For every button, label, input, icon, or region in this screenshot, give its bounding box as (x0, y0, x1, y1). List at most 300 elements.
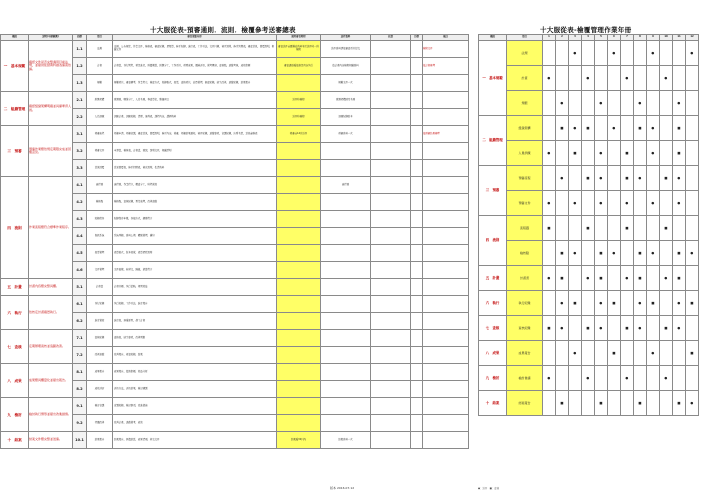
month-mark-cell (647, 66, 660, 91)
month-mark-cell (647, 166, 660, 191)
column-header: 7 (621, 35, 634, 41)
documents-cell (321, 347, 371, 364)
content-cell: 紀錄保存年限，存檔方式，調閱程序 (113, 211, 277, 228)
month-mark-cell (686, 216, 699, 241)
documents-cell (321, 194, 371, 211)
month-mark-cell: ● (673, 291, 686, 316)
indicator-code-cell: 4.6 (73, 262, 87, 279)
month-mark-cell (582, 291, 595, 316)
month-mark-cell: ● (543, 66, 556, 91)
dimension-cell: 三 預審 (1, 126, 29, 177)
month-mark-cell (621, 91, 634, 116)
month-mark-cell (582, 191, 595, 216)
month-mark-cell: ● (686, 41, 699, 66)
target-cell (411, 41, 423, 58)
month-mark-cell (543, 291, 556, 316)
month-mark-cell (582, 341, 595, 366)
month-mark-cell: ■ (556, 391, 569, 416)
note-cell (423, 160, 469, 177)
month-mark-cell: ● (673, 91, 686, 116)
month-mark-cell: ■ (608, 341, 621, 366)
item-cell: 規範 (87, 75, 113, 92)
schedule-row (479, 141, 699, 166)
table-row (1, 432, 469, 449)
indicator-code-cell: 1.1 (73, 41, 87, 58)
annual-schedule-table (478, 34, 699, 416)
target-cell (411, 58, 423, 75)
dimension-cell: 一 基本規範 (1, 41, 29, 92)
proof-cell (371, 398, 411, 415)
documents-cell (321, 313, 371, 330)
month-mark-cell: ● (595, 316, 608, 341)
table-row (1, 364, 469, 381)
month-mark-cell (608, 141, 621, 166)
month-mark-cell (686, 91, 699, 116)
month-mark-cell (608, 316, 621, 341)
content-cell: 改善計畫，追蹤管考，成效 (113, 415, 277, 432)
proof-cell (371, 75, 411, 92)
target-cell (411, 194, 423, 211)
target-cell (411, 228, 423, 245)
content-cell: 進度表，落後原因，趕工計畫 (113, 313, 277, 330)
month-mark-cell (647, 316, 660, 341)
indicator-code-cell: 8.1 (73, 364, 87, 381)
month-mark-cell (621, 116, 634, 141)
column-header: 5 (595, 35, 608, 41)
month-mark-cell: ● (647, 141, 660, 166)
column-header: 6 (608, 35, 621, 41)
content-cell: 意見回覆表，修正對照表，補充說明，佐證資料 (113, 160, 277, 177)
month-mark-cell (543, 116, 556, 141)
documents-cell (321, 330, 371, 347)
dimension-cell: 一 基本規範 (479, 41, 507, 116)
indicator-code-cell: 4.1 (73, 177, 87, 194)
target-cell (411, 364, 423, 381)
proof-cell (371, 109, 411, 126)
note-cell (423, 194, 469, 211)
target-cell (411, 177, 423, 194)
note-cell (423, 75, 469, 92)
item-cell: 計畫書 (87, 279, 113, 296)
note-cell (423, 296, 469, 313)
dimension-cell: 六 執行 (1, 296, 29, 330)
month-mark-cell (634, 141, 647, 166)
schedule-cell (277, 211, 321, 228)
documents-cell: 組織架構圖及名冊 (321, 92, 371, 109)
month-mark-cell: ● (569, 241, 582, 266)
month-mark-cell (621, 41, 634, 66)
schedule-cell (277, 296, 321, 313)
month-mark-cell (556, 141, 569, 166)
proof-cell (371, 92, 411, 109)
item-cell: 計畫 (507, 66, 543, 91)
item-cell: 人員訓練 (87, 109, 113, 126)
schedule-row (479, 166, 699, 191)
schedule-row (479, 341, 699, 366)
item-cell: 結案報告 (87, 432, 113, 449)
month-mark-cell: ● (543, 266, 556, 291)
schedule-cell (277, 143, 321, 160)
item-cell: 法規 (87, 41, 113, 58)
month-mark-cell: ■ (686, 341, 699, 366)
month-mark-cell: ● (595, 141, 608, 166)
indicator-code-cell: 9.1 (73, 398, 87, 415)
description-cell: 依核定計畫確實執行。 (29, 296, 73, 330)
month-mark-cell: ● (543, 141, 556, 166)
documents-cell (321, 364, 371, 381)
month-mark-cell (634, 216, 647, 241)
indicator-code-cell: 10.1 (73, 432, 87, 449)
column-header: 項目 (507, 35, 543, 41)
content-cell: 流程圖，作業程序，權責分工，時程管控 (113, 177, 277, 194)
month-mark-cell: ■ (673, 391, 686, 416)
column-header: 8 (634, 35, 647, 41)
column-header: 送件資料 (321, 35, 371, 41)
content-cell: 評估方法，評估結果，檢討建議 (113, 381, 277, 398)
month-mark-cell: ● (647, 41, 660, 66)
indicator-code-cell: 1.3 (73, 75, 87, 92)
schedule-cell (277, 177, 321, 194)
month-mark-cell (582, 91, 595, 116)
column-header: 10 (660, 35, 673, 41)
schedule-cell: 預審前14日送件 (277, 126, 321, 143)
month-mark-cell: ■ (621, 166, 634, 191)
item-cell: 查核紀錄 (87, 330, 113, 347)
indicator-code-cell: 3.1 (73, 126, 87, 143)
item-cell: 查核紀錄 (507, 316, 543, 341)
target-cell (411, 347, 423, 364)
month-mark-cell (673, 366, 686, 391)
dimension-cell: 九 檢討 (479, 366, 507, 391)
target-cell (411, 126, 423, 143)
month-mark-cell: ● (556, 166, 569, 191)
note-cell (423, 330, 469, 347)
month-mark-cell: ■ (634, 266, 647, 291)
schedule-row (479, 391, 699, 416)
month-mark-cell: ■ (582, 216, 595, 241)
month-mark-cell (582, 391, 595, 416)
target-cell (411, 330, 423, 347)
column-header: 1 (543, 35, 556, 41)
month-mark-cell (686, 366, 699, 391)
dimension-cell: 三 預審 (479, 166, 507, 216)
column-header: 構面 (1, 35, 29, 41)
item-cell: 成效評估 (87, 381, 113, 398)
proof-cell (371, 211, 411, 228)
column-header: 4 (582, 35, 595, 41)
month-mark-cell (686, 141, 699, 166)
note-cell (423, 109, 469, 126)
documents-cell: 送件資料請依審查項目提交 (321, 41, 371, 58)
indicator-code-cell: 1.2 (73, 58, 87, 75)
note-cell (423, 313, 469, 330)
description-cell: 作業流程應符合標準作業程序。 (29, 177, 73, 279)
month-mark-cell: ■ (634, 241, 647, 266)
month-mark-cell: ■ (660, 166, 673, 191)
month-mark-cell: ● (621, 366, 634, 391)
column-header: 11 (673, 35, 686, 41)
month-mark-cell (647, 266, 660, 291)
target-cell (411, 211, 423, 228)
schedule-cell (277, 279, 321, 296)
documents-cell (321, 279, 371, 296)
month-mark-cell (673, 66, 686, 91)
column-header: 備註 (423, 35, 469, 41)
column-header: 適用審查時程 (277, 35, 321, 41)
month-mark-cell (634, 191, 647, 216)
month-mark-cell: ● (621, 191, 634, 216)
item-cell: 預審文件 (87, 143, 113, 160)
proof-cell (371, 347, 411, 364)
description-cell: 確認組織架構明確並具備專責人員。 (29, 92, 73, 126)
schedule-row (479, 316, 699, 341)
month-mark-cell: ■ (608, 291, 621, 316)
target-cell (411, 279, 423, 296)
month-mark-cell (595, 66, 608, 91)
month-mark-cell: ● (634, 316, 647, 341)
month-mark-cell (673, 341, 686, 366)
item-cell: 流程圖 (507, 216, 543, 241)
target-cell (411, 313, 423, 330)
month-mark-cell: ● (556, 291, 569, 316)
indicator-code-cell: 9.2 (73, 415, 87, 432)
item-cell: 計畫 (87, 58, 113, 75)
schedule-row (479, 91, 699, 116)
table-body (1, 41, 469, 449)
month-mark-cell (595, 41, 608, 66)
month-mark-cell (595, 366, 608, 391)
month-mark-cell (569, 391, 582, 416)
item-cell: 計畫書 (507, 266, 543, 291)
month-mark-cell: ● (595, 291, 608, 316)
month-mark-cell (686, 66, 699, 91)
item-cell: 檢核點 (87, 194, 113, 211)
proof-cell (371, 296, 411, 313)
month-mark-cell (569, 266, 582, 291)
schedule-cell (277, 347, 321, 364)
month-mark-cell (686, 166, 699, 191)
dimension-cell: 四 流則 (479, 216, 507, 266)
month-mark-cell (647, 391, 660, 416)
month-mark-cell: ■ (569, 141, 582, 166)
item-cell: 預審流程 (507, 166, 543, 191)
schedule-row (479, 216, 699, 241)
description-cell: 定期辦理查核並追蹤改善。 (29, 330, 73, 364)
proof-cell (371, 415, 411, 432)
indicator-code-cell: 4.5 (73, 245, 87, 262)
month-mark-cell (660, 91, 673, 116)
month-mark-cell: ■ (686, 291, 699, 316)
month-mark-cell: ● (686, 391, 699, 416)
month-mark-cell (543, 341, 556, 366)
note-cell (423, 228, 469, 245)
item-cell: 持續改善 (87, 415, 113, 432)
dimension-cell: 九 檢討 (1, 398, 29, 432)
month-mark-cell (647, 216, 660, 241)
content-cell: 計畫目標，執行策略，預期效益 (113, 279, 277, 296)
dimension-cell: 八 成果 (1, 364, 29, 398)
note-cell: 檢附文件 (423, 41, 469, 58)
month-mark-cell: ● (647, 116, 660, 141)
target-cell (411, 92, 423, 109)
month-mark-cell (660, 391, 673, 416)
dimension-cell: 二 組織管理 (1, 92, 29, 126)
target-cell (411, 432, 423, 449)
table-row (1, 398, 469, 415)
note-cell: 依計畫辦理 (423, 58, 469, 75)
month-mark-cell (621, 391, 634, 416)
description-cell: 結案文件應完整並送審。 (29, 432, 73, 449)
note-cell (423, 364, 469, 381)
month-mark-cell (621, 241, 634, 266)
proof-cell (371, 279, 411, 296)
content-cell: 文件編號，收發文，歸檔，銷毀程序 (113, 262, 277, 279)
month-mark-cell (647, 366, 660, 391)
content-cell: 成果報告，績效指標，效益分析 (113, 364, 277, 381)
indicator-code-cell: 6.2 (73, 313, 87, 330)
item-cell: 組織架構 (87, 92, 113, 109)
month-mark-cell (673, 41, 686, 66)
month-mark-cell (621, 341, 634, 366)
target-cell (411, 415, 423, 432)
note-cell (423, 347, 469, 364)
item-cell: 改善追蹤 (87, 347, 113, 364)
month-mark-cell (569, 366, 582, 391)
target-cell (411, 262, 423, 279)
schedule-row (479, 41, 699, 66)
note-cell (423, 92, 469, 109)
table-row (1, 92, 469, 109)
month-mark-cell: ■ (673, 241, 686, 266)
indicator-code-cell: 2.1 (73, 92, 87, 109)
month-mark-cell: ■ (673, 116, 686, 141)
content-cell: 結案報告，經費結算，成果清冊，移交文件 (113, 432, 277, 449)
target-cell (411, 109, 423, 126)
month-mark-cell (621, 291, 634, 316)
item-cell: 成果報告 (507, 341, 543, 366)
note-cell (423, 415, 469, 432)
month-mark-cell: ● (556, 316, 569, 341)
month-mark-cell: ■ (543, 216, 556, 241)
indicator-code-cell: 5.1 (73, 279, 87, 296)
month-mark-cell: ■ (556, 116, 569, 141)
indicator-code-cell: 2.2 (73, 109, 87, 126)
proof-cell (371, 228, 411, 245)
table-row (1, 296, 469, 313)
schedule-cell (277, 75, 321, 92)
schedule-cell: 結案後30日內 (277, 432, 321, 449)
month-mark-cell: ■ (595, 266, 608, 291)
month-mark-cell (608, 391, 621, 416)
table-row (1, 330, 469, 347)
dimension-cell: 五 計畫 (479, 266, 507, 291)
indicator-code-cell: 4.4 (73, 228, 87, 245)
month-mark-cell: ● (673, 316, 686, 341)
indicator-code-cell: 4.3 (73, 211, 87, 228)
month-mark-cell: ■ (621, 316, 634, 341)
schedule-cell: 送件時檢附 (277, 92, 321, 109)
content-cell: 會議紀錄，檢討事項，改進措施 (113, 398, 277, 415)
indicator-code-cell: 6.1 (73, 296, 87, 313)
item-cell: 規範 (507, 91, 543, 116)
description-cell: 成果應具體量化並提出報告。 (29, 364, 73, 398)
month-mark-cell: ● (595, 191, 608, 216)
month-mark-cell: ■ (621, 216, 634, 241)
month-mark-cell (660, 341, 673, 366)
description-cell: 確認文件是否完整適用目前法規，並提供佐證資料做為審查依據。 (29, 41, 73, 92)
note-cell (423, 262, 469, 279)
item-cell: 預審文件 (507, 191, 543, 216)
month-mark-cell: ● (595, 91, 608, 116)
proof-cell (371, 126, 411, 143)
documents-cell (321, 262, 371, 279)
month-mark-cell (660, 116, 673, 141)
indicator-code-cell: 4.2 (73, 194, 87, 211)
dimension-cell: 八 成果 (479, 341, 507, 366)
proof-cell (371, 262, 411, 279)
month-mark-cell: ■ (582, 166, 595, 191)
month-mark-cell: ■ (634, 116, 647, 141)
column-header: 12 (686, 35, 699, 41)
content-cell: 申請書，檢核表，計畫書，圖說，說明文件，相關證明 (113, 143, 277, 160)
month-mark-cell: ■ (582, 116, 595, 141)
month-mark-cell: ● (582, 66, 595, 91)
column-header: 審查重點內容 (113, 35, 277, 41)
table-row (1, 279, 469, 296)
month-mark-cell (582, 241, 595, 266)
month-mark-cell: ● (673, 191, 686, 216)
content-cell: 系統登錄，資料上傳，權限管理，備份 (113, 228, 277, 245)
schedule-cell (277, 364, 321, 381)
sheet-title: 十大服從表-預審通則．流則．檢覆參考送審總表 (150, 26, 296, 34)
month-mark-cell: ● (621, 66, 634, 91)
column-header: 說明(申請範圍) (29, 35, 73, 41)
month-mark-cell: ● (660, 366, 673, 391)
item-cell: 人員訓練 (507, 141, 543, 166)
column-header: 佐證 (371, 35, 411, 41)
note-cell (423, 432, 469, 449)
proof-cell (371, 245, 411, 262)
table-row (1, 41, 469, 58)
month-mark-cell (660, 141, 673, 166)
month-mark-cell (608, 166, 621, 191)
documents-cell: 結案資料一式 (321, 432, 371, 449)
month-mark-cell: ■ (595, 241, 608, 266)
item-cell: 成果報告 (87, 364, 113, 381)
documents-cell (321, 381, 371, 398)
item-cell: 結案報告 (507, 391, 543, 416)
month-mark-cell (608, 216, 621, 241)
dimension-cell: 四 流則 (1, 177, 29, 279)
month-mark-cell: ● (569, 191, 582, 216)
month-mark-cell (660, 41, 673, 66)
month-mark-cell (608, 266, 621, 291)
month-mark-cell: ● (660, 266, 673, 291)
column-header: 3 (569, 35, 582, 41)
schedule-row (479, 66, 699, 91)
month-mark-cell: ● (660, 66, 673, 91)
note-cell (423, 177, 469, 194)
month-mark-cell (686, 116, 699, 141)
item-cell: 文件管理 (87, 262, 113, 279)
content-cell: 檢核點，查核紀錄，異常處理，改善追蹤 (113, 194, 277, 211)
month-mark-cell: ● (569, 41, 582, 66)
content-cell: 法規，公告規定，作業文件，檢核表，審查紀錄，填報單，修正紀錄，進度表，工作日誌，文件目錄，補正說明，修正對照表，審查意見，回覆說明，相關文件 (113, 41, 277, 58)
month-mark-cell (647, 91, 660, 116)
month-mark-cell: ● (608, 116, 621, 141)
month-mark-cell (582, 41, 595, 66)
item-cell: 執行紀錄 (507, 291, 543, 316)
